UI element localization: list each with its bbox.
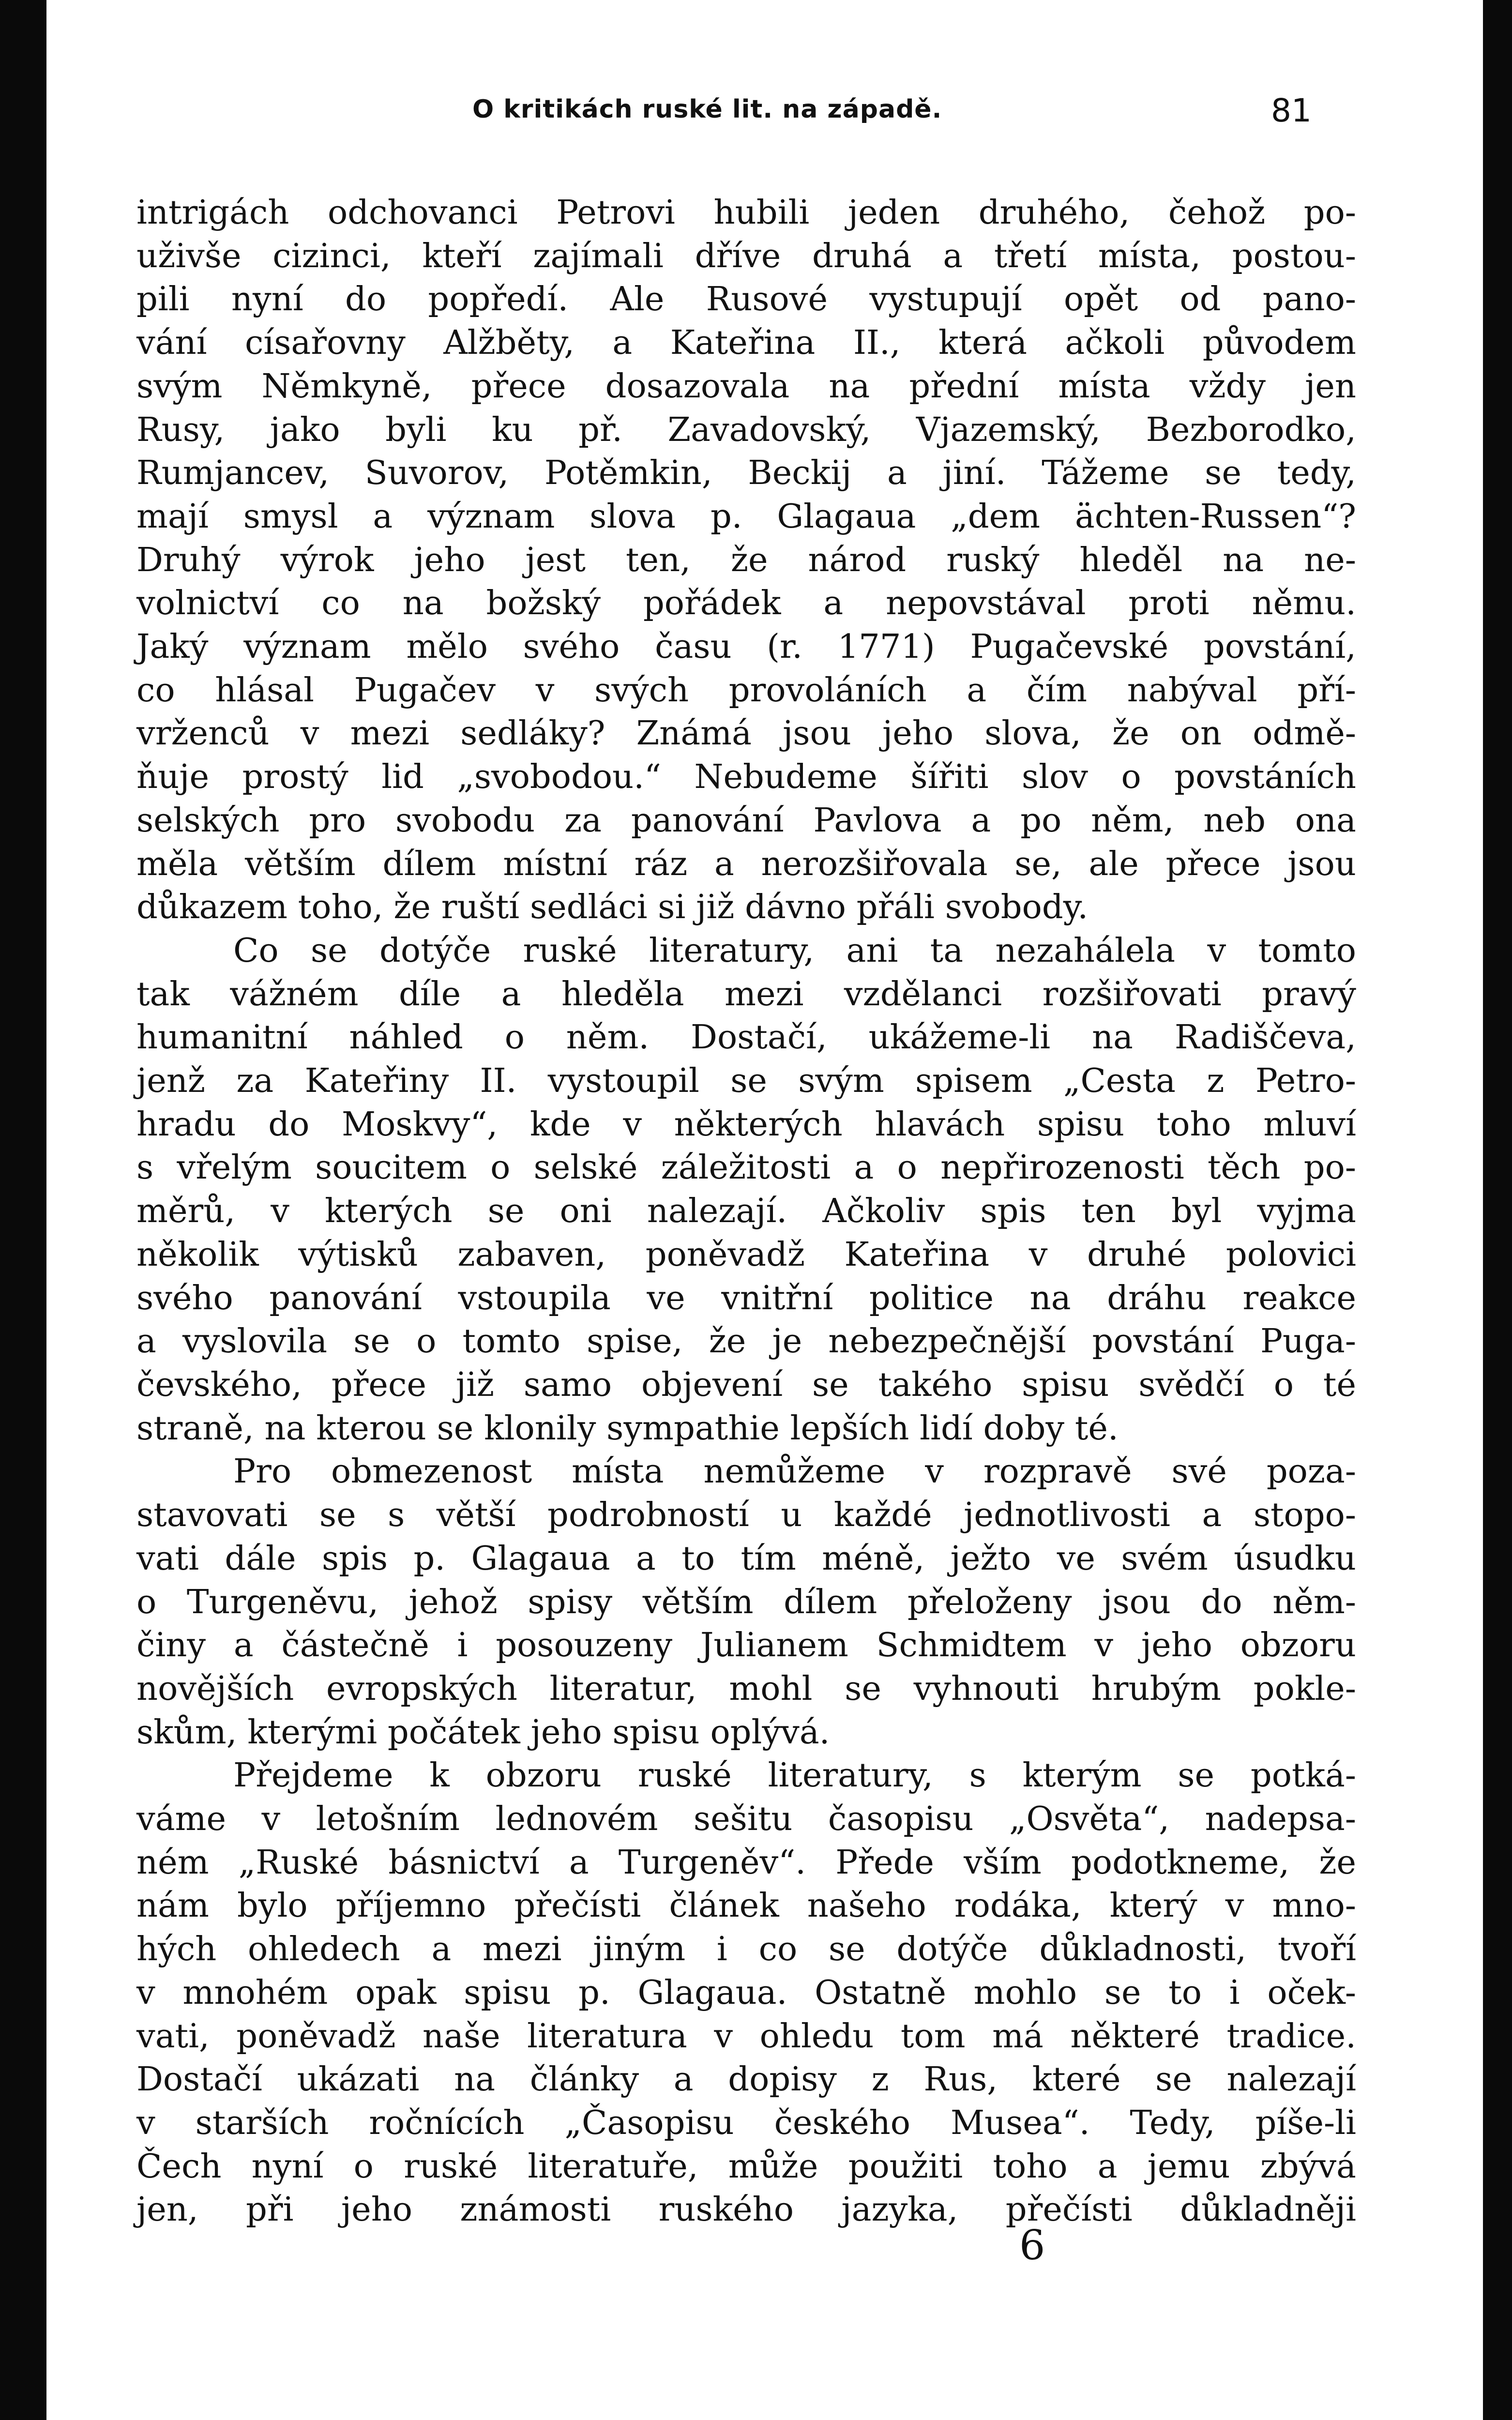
text-line: mají smysl a význam slova p. Glagaua „dem ächten-Russen“?	[136, 497, 1356, 536]
text-line: intrigách odchovanci Petrovi hubili jeden druhého, čehož po-	[136, 193, 1356, 232]
text-line: a vyslovila se o tomto spise, že je nebezpečnější povstání Puga-	[136, 1322, 1356, 1361]
text-line: Přejdeme k obzoru ruské literatury, s kterým se potká-	[233, 1756, 1356, 1795]
text-line: vání císařovny Alžběty, a Kateřina II., která ačkoli původem	[136, 323, 1356, 363]
text-line: ném „Ruské básnictví a Turgeněv“. Přede vším podotkneme, že	[136, 1843, 1356, 1882]
text-line: humanitní náhled o něm. Dostačí, ukážeme-li na Radiščeva,	[136, 1018, 1356, 1057]
text-line: hradu do Moskvy“, kde v některých hlavách spisu toho mluví	[136, 1104, 1356, 1144]
text-line: co hlásal Pugačev v svých provoláních a čím nabýval pří-	[136, 670, 1356, 710]
text-line: Druhý výrok jeho jest ten, že národ ruský hleděl na ne-	[136, 540, 1356, 579]
scan-border-left	[0, 0, 46, 2420]
text-line: v mnohém opak spisu p. Glagaua. Ostatně mohlo se to i oček-	[136, 1973, 1356, 2012]
text-line: Jaký význam mělo svého času (r. 1771) Pugačevské povstání,	[136, 627, 1356, 666]
text-line: čevského, přece již samo objevení se takého spisu svědčí o té	[136, 1365, 1356, 1404]
text-line: několik výtisků zabaven, poněvadž Kateřina v druhé polovici	[136, 1235, 1356, 1274]
text-line: měrů, v kterých se oni nalezají. Ačkoliv spis ten byl vyjma	[136, 1192, 1356, 1231]
text-line: ňuje prostý lid „svobodou.“ Nebudeme šířiti slov o povstáních	[136, 757, 1356, 797]
body-text	[136, 191, 1356, 2232]
text-line: důkazem toho, že ruští sedláci si již dávno přáli svobody.	[136, 888, 1089, 927]
running-title: O kritikách ruské lit. na západě.	[472, 95, 942, 124]
text-line: straně, na kterou se klonily sympathie lepších lidí doby té.	[136, 1408, 1119, 1448]
text-line: Dostačí ukázati na články a dopisy z Rus, které se nalezají	[136, 2060, 1356, 2099]
text-line: měla větším dílem místní ráz a nerozšiřovala se, ale přece jsou	[136, 844, 1356, 883]
text-line: selských pro svobodu za panování Pavlova a po něm, neb ona	[136, 801, 1356, 840]
text-line: hých ohledech a mezi jiným i co se dotýče důkladnosti, tvoří	[136, 1930, 1356, 1969]
text-line: jen, při jeho známosti ruského jazyka, přečísti důkladněji	[136, 2190, 1356, 2229]
text-line: Co se dotýče ruské literatury, ani ta nezahálela v tomto	[233, 931, 1356, 970]
text-line: Rumjancev, Suvorov, Potěmkin, Beckij a jiní. Tážeme se tedy,	[136, 454, 1356, 493]
text-line: novějších evropských literatur, mohl se vyhnouti hrubým pokle-	[136, 1669, 1356, 1708]
text-line: vati dále spis p. Glagaua a to tím méně, ježto ve svém úsudku	[136, 1539, 1356, 1578]
text-line: Pro obmezenost místa nemůžeme v rozpravě své poza-	[233, 1452, 1356, 1491]
text-line: Čech nyní o ruské literatuře, může použiti toho a jemu zbývá	[136, 2147, 1356, 2186]
text-line: Rusy, jako byli ku př. Zavadovský, Vjazemský, Bezborodko,	[136, 410, 1356, 449]
text-line: tak vážném díle a hleděla mezi vzdělanci rozšiřovati pravý	[136, 974, 1356, 1013]
text-line: váme v letošním lednovém sešitu časopisu „Osvěta“, nadepsa-	[136, 1800, 1356, 1839]
text-line: činy a částečně i posouzeny Julianem Schmidtem v jeho obzoru	[136, 1626, 1356, 1665]
text-line: jenž za Kateřiny II. vystoupil se svým spisem „Cesta z Petro-	[136, 1061, 1356, 1101]
text-line: v starších ročnících „Časopisu českého Musea“. Tedy, píše-li	[136, 2103, 1356, 2142]
text-line: nám bylo příjemno přečísti článek našeho rodáka, který v mno-	[136, 1886, 1356, 1925]
text-line: uživše cizinci, kteří zajímali dříve druhá a třetí místa, postou-	[136, 236, 1356, 275]
text-line: pili nyní do popředí. Ale Rusové vystupují opět od pano-	[136, 280, 1356, 319]
text-line: stavovati se s větší podrobností u každé jednotlivosti a stopo-	[136, 1496, 1356, 1535]
text-line: skům, kterými počátek jeho spisu oplývá.	[136, 1712, 830, 1752]
text-line: vrženců v mezi sedláky? Známá jsou jeho slova, že on odmě-	[136, 714, 1356, 753]
text-line: s vřelým soucitem o selské záležitosti a o nepřirozenosti těch po-	[136, 1148, 1356, 1187]
printer-signature-mark: 6	[1019, 2222, 1045, 2269]
text-line: svého panování vstoupila ve vnitřní politice na dráhu reakce	[136, 1278, 1356, 1317]
scan-border-right	[1483, 0, 1512, 2420]
text-line: svým Němkyně, přece dosazovala na přední místa vždy jen	[136, 366, 1356, 406]
page-number: 81	[1271, 92, 1312, 129]
text-line: o Turgeněvu, jehož spisy větším dílem přeloženy jsou do něm-	[136, 1582, 1356, 1621]
text-line: vati, poněvadž naše literatura v ohledu tom má některé tradice.	[136, 2016, 1356, 2056]
book-page	[46, 0, 1483, 2420]
text-line: volnictví co na božský pořádek a nepovstával proti němu.	[136, 584, 1356, 623]
